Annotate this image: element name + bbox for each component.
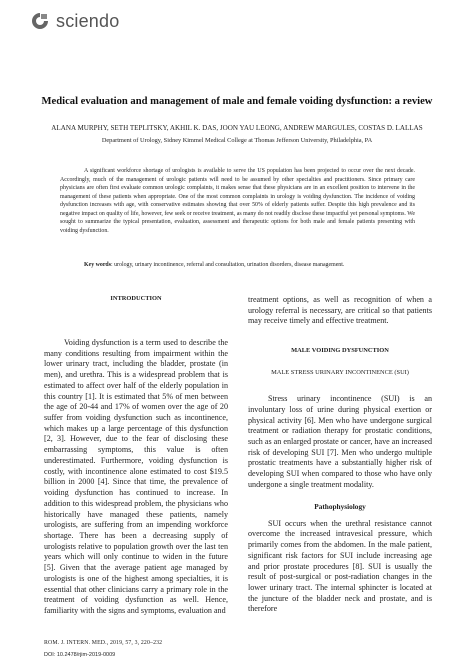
affiliation: Department of Urology, Sidney Kimmel Medical College at Thomas Jefferson University, Philadelphia, PA (101, 137, 373, 144)
sciendo-logo-icon (30, 11, 50, 31)
abstract: A significant workforce shortage of urologists is available to serve the US population has been projected to occur over the next decade. Accordingly, much of the management of urologic patients will need to be assumed by other specialties and practitioners. Since primary care physicians are often first evaluate common urologic complaints, it makes sense that these physicians are in an excellent position to intervene in the management of these patients when appropriate. One of the most common complaints in urology is voiding dysfunction. The incidence of voiding dysfunction increases with age, with conservative estimates showing that over 50% of elderly patients suffer. Despite this high prevalence and its negative impact on quality of life, however, few seek or receive treatment, as many do not readily disclose these impactful yet personal symptoms. We sought to summarize the typical presentation, evaluation, assessment and therapeutic options for both male and female patients presenting with voiding dysfunction. (60, 168, 415, 234)
logo-text: sciendo (56, 10, 120, 31)
right-column (248, 295, 432, 615)
keywords (60, 261, 415, 270)
sciendo-logo (30, 10, 119, 32)
pathophysiology-paragraph: SUI occurs when the urethral resistance cannot overcome the increased intravesical pressure, which primarily comes from the abdomen. In the male patient, significant risk factors for SUI include increasing age and prior prostate procedures [8]. SUI is usually the result of post-surgical or post-radiation changes in the lower urinary tract. The internal sphincter is located at the juncture of the bladder neck and prostate, and is therefore (248, 518, 432, 614)
male-sui-paragraph: Stress urinary incontinence (SUI) is an involuntary loss of urine during physical exertion or physical activity [6]. Men who have undergone surgical treatment or radiation therapy for prostatic conditions, such as an enlarged prostate or cancer, have an increased risk of developing SUI [7]. Men who undergo multiple prostatic treatments have a substantially higher risk of developing SUI when compared to those who have only undergone a single treatment modality. (248, 394, 432, 489)
introduction-heading: INTRODUCTION (110, 295, 162, 302)
male-voiding-dysfunction-heading: MALE VOIDING DYSFUNCTION (291, 347, 389, 355)
introduction-paragraph: Voiding dysfunction is a term used to describe the many conditions resulting from impairment within the lower urinary tract, including the bladder, prostate (in men), and urethra. This is a widespread problem that is estimated to affect over half of the elderly population in this country [1]. It is estimated that 5% of men between the age of 20-44 and 17% of women over the age of 20 suffer from voiding dysfunction such as incontinence, which makes up a large percentage of this dysfunction [2, 3]. However, due to the fear of disclosing these embarrassing symptoms, this value is often underestimated. Furthermore, voiding dysfunction is costly, with incontinence alone estimated to cost $19.5 billion in 2000 [4]. Since that time, the prevalence of voiding dysfunction has continued to increase. In addition to this widespread problem, the physicians who historically have managed these patients, namely urologists, are suffering from an impending workforce shortage. There has been a decreasing supply of urologists relative to population growth over the last ten years which will only continue to widen in the future [5]. Given that the average patient age managed by urologists is one of the highest among specialties, it is essential that other clinicians carry a primary role in the treatment of voiding dysfunction as well. Hence, familiarity with the signs and symptoms, evaluation and (44, 338, 228, 615)
keywords-text: : urology, urinary incontinence, referral and consultation, urination disorders, disease management. (111, 262, 345, 268)
doi: DOI: 10.2478/rjim-2019-0009 (44, 652, 116, 658)
author-list: ALANA MURPHY, SETH TEPLITSKY, AKHIL K. DAS, JOON YAU LEONG, ANDREW MARGULES, COSTAS D. LALLAS (51, 124, 423, 132)
introduction-continuation: treatment options, as well as recognition of when a urology referral is necessary, are critical so that patients may receive timely and effective treatment. (248, 295, 432, 326)
left-column (44, 295, 228, 617)
keywords-label: Key words (84, 262, 111, 268)
article-title: Medical evaluation and management of male and female voiding dysfunction: a review (41, 96, 433, 107)
pathophysiology-heading: Pathophysiology (314, 501, 366, 511)
journal-citation: ROM. J. INTERN. MED., 2019, 57, 3, 220–232 (44, 640, 163, 646)
male-sui-heading: MALE STRESS URINARY INCONTINENCE (SUI) (271, 369, 409, 377)
